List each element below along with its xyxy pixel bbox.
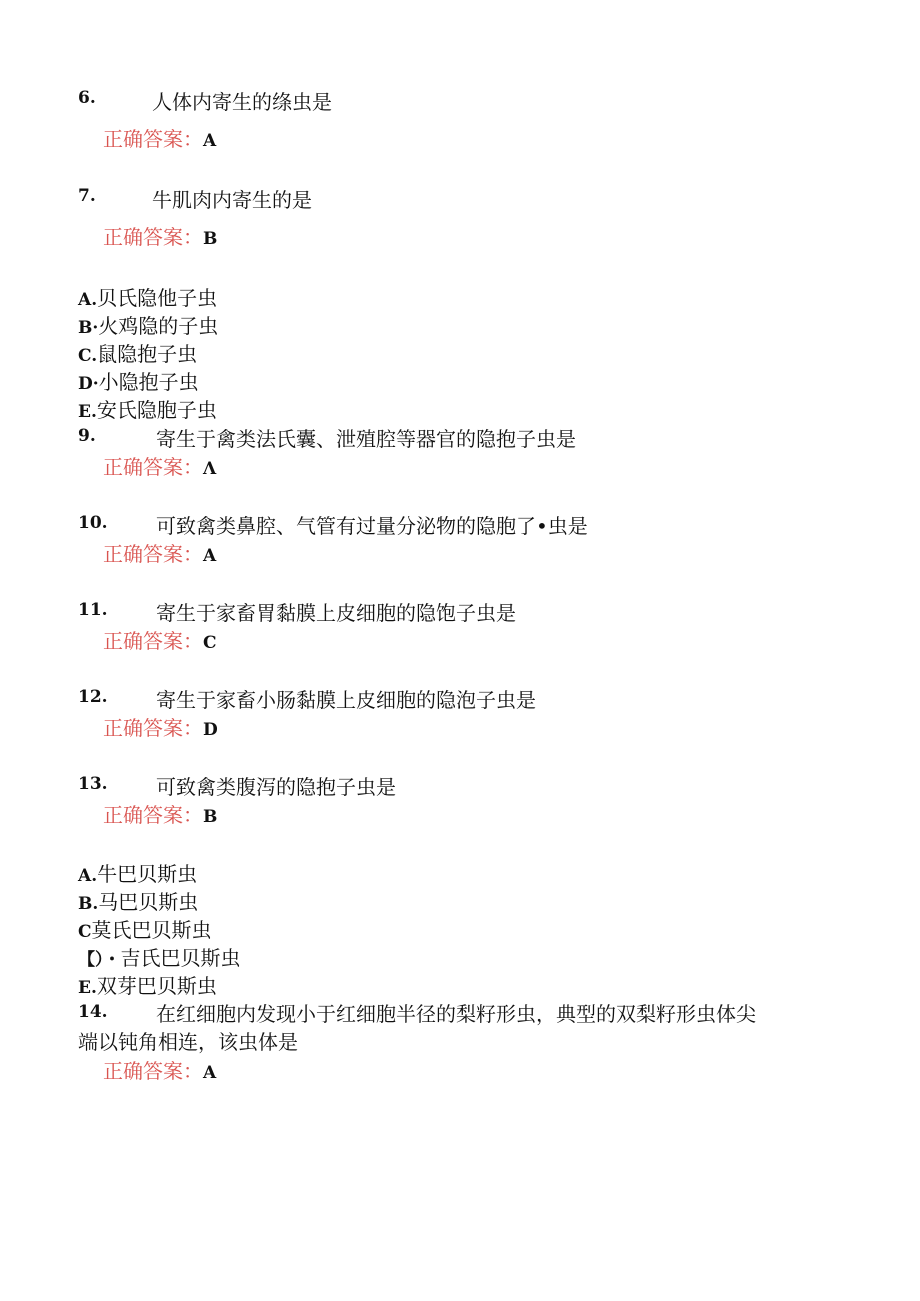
question-9 [78, 426, 96, 446]
question-text: 寄生于禽类法氏囊、泄殖腔等器官的隐抱子虫是 [156, 427, 576, 451]
answer-label: 正确答案： [103, 716, 203, 740]
option-b: B.马巴贝斯虫 [78, 890, 199, 914]
question-number: 6. [78, 88, 96, 108]
question-text: 寄生于家畜小肠黏膜上皮细胞的隐泡子虫是 [156, 688, 536, 712]
answer-value: D [203, 720, 218, 740]
answer-value: B [203, 229, 218, 249]
option-c: C.鼠隐抱子虫 [78, 342, 198, 366]
answer-label: 正确答案： [103, 225, 203, 249]
option-d: D·小隐抱子虫 [78, 370, 199, 394]
answer-value: A [203, 546, 217, 566]
option-a: A.牛巴贝斯虫 [78, 862, 198, 886]
option-c: C莫氏巴贝斯虫 [78, 918, 212, 942]
answer-label: 正确答案： [103, 803, 203, 827]
answer-line [103, 799, 217, 828]
question-number: 14. [78, 1002, 108, 1022]
answer-value: A [203, 131, 217, 151]
question-text: 人体内寄生的绦虫是 [152, 90, 332, 114]
question-13 [78, 774, 108, 794]
option-e: E.双芽巴贝斯虫 [78, 974, 217, 998]
question-number: 12. [78, 687, 108, 707]
question-7 [78, 186, 96, 206]
answer-line [103, 712, 218, 741]
question-14 [78, 1002, 108, 1022]
answer-value: Λ [203, 459, 217, 479]
question-12 [78, 687, 108, 707]
answer-line [103, 538, 216, 567]
answer-line [103, 123, 216, 152]
question-11 [78, 600, 108, 620]
question-number: 13. [78, 774, 108, 794]
question-text: 牛肌肉内寄生的是 [152, 188, 312, 212]
question-number: 11. [78, 600, 108, 620]
option-a: A.贝氏隐他子虫 [78, 286, 218, 310]
answer-label: 正确答案： [103, 542, 203, 566]
answer-line [103, 451, 216, 480]
answer-value: C [203, 633, 217, 653]
question-text-line-2: 端以钝角相连，该虫体是 [78, 1030, 298, 1054]
option-d: 【）・吉氏巴贝斯虫 [78, 946, 241, 970]
question-10 [78, 513, 108, 533]
answer-line [103, 221, 217, 250]
question-text-line-1: 在红细胞内发现小于红细胞半径的梨籽形虫，典型的双梨籽形虫体尖 [156, 1002, 756, 1026]
answer-line [103, 1055, 216, 1084]
option-b: B·火鸡隐的子虫 [78, 314, 219, 338]
answer-label: 正确答案： [103, 1059, 203, 1083]
question-6 [78, 88, 96, 108]
answer-value: B [203, 807, 218, 827]
option-e: E.安氏隐胞子虫 [78, 398, 217, 422]
answer-label: 正确答案： [103, 629, 203, 653]
question-number: 7. [78, 186, 96, 206]
question-text: 可致禽类腹泻的隐抱子虫是 [156, 775, 396, 799]
answer-line [103, 625, 217, 654]
answer-label: 正确答案： [103, 455, 203, 479]
question-number: 9. [78, 426, 96, 446]
question-text: 可致禽类鼻腔、气管有过量分泌物的隐胞了•虫是 [156, 514, 588, 538]
question-text: 寄生于家畜胃黏膜上皮细胞的隐饱子虫是 [156, 601, 516, 625]
answer-value: A [203, 1063, 217, 1083]
answer-label: 正确答案： [103, 127, 203, 151]
question-number: 10. [78, 513, 108, 533]
